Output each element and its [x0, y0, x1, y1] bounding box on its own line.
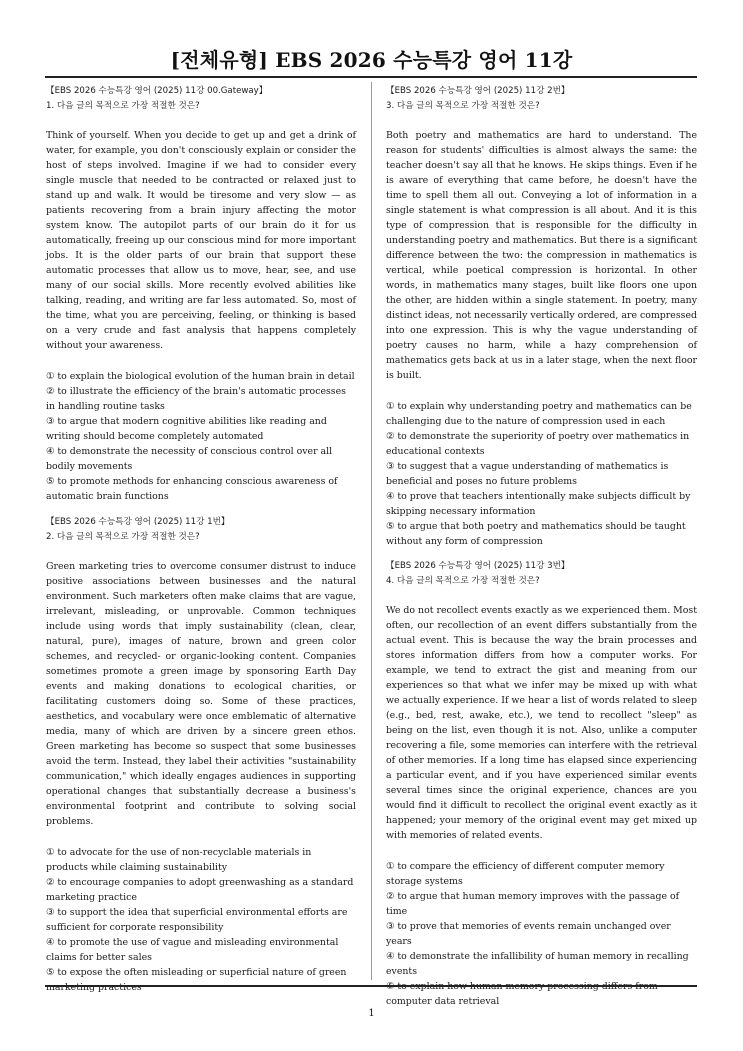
answer-option[interactable]: ⑤ to argue that both poetry and mathematics should be taught without any form of compression	[386, 521, 686, 547]
answer-option[interactable]: ③ to prove that memories of events remain unchanged over years	[386, 921, 671, 947]
question-4	[386, 559, 697, 1009]
page-number: 1	[368, 1008, 375, 1019]
answer-option[interactable]: ② to demonstrate the superiority of poetry over mathematics in educational contexts	[386, 431, 690, 457]
answer-option[interactable]: ④ to promote the use of vague and misleading environmental claims for better sales	[46, 937, 339, 963]
answer-option[interactable]: ① to explain the biological evolution of the human brain in detail	[46, 371, 355, 382]
question-2	[46, 515, 356, 995]
question-source: 【EBS 2026 수능특강 영어 (2025) 11강 3번】	[386, 561, 570, 571]
answer-option[interactable]: ③ to suggest that a vague understanding of mathematics is beneficial and poses no future problems	[386, 461, 669, 487]
question-passage: Green marketing tries to overcome consumer distrust to induce positive associations between businesses and the natural environment. Such marketers often make claims that are vague, irrelevant, misleading, or unprovable. Common techniques include using words that imply sustainability (clean, clear, natural, pure), images of nature, brown and green color schemes, and recycled- or organic-looking content. Companies sometimes promote a green image by sponsoring Earth Day events and making donations to ecological charities, or facilitating customers doing so. Some of these practices, aesthetics, and vocabulary were once emblematic of alternative media, many of which are driven by a sincere green ethos. Green marketing has become so suspect that some businesses avoid the term. Instead, they label their activities "sustainability communication," which ideally engages audiences in supporting operational changes that substantially decrease a business's environmental footprint and contribute to solving social problems.	[46, 561, 356, 827]
answer-option[interactable]: ⑤ to promote methods for enhancing conscious awareness of automatic brain functions	[46, 476, 338, 502]
question-source: 【EBS 2026 수능특강 영어 (2025) 11강 00.Gateway】	[46, 86, 268, 96]
question-3	[386, 84, 697, 549]
answer-option[interactable]: ④ to prove that teachers intentionally make subjects difficult by skipping necessary information	[386, 491, 691, 517]
answer-option[interactable]: ④ to demonstrate the infallibility of human memory in recalling events	[386, 951, 689, 977]
answer-option[interactable]: ② to illustrate the efficiency of the brain's automatic processes in handling routine tasks	[46, 386, 346, 412]
question-source: 【EBS 2026 수능특강 영어 (2025) 11강 1번】	[46, 517, 230, 527]
answer-option[interactable]: ④ to demonstrate the necessity of conscious control over all bodily movements	[46, 446, 333, 472]
answer-option[interactable]: ② to argue that human memory improves with the passage of time	[386, 891, 680, 917]
answer-option[interactable]: ③ to argue that modern cognitive abilities like reading and writing should become completely automated	[46, 416, 327, 442]
question-1	[46, 84, 356, 504]
question-passage: Think of yourself. When you decide to get up and get a drink of water, for example, you don't consciously explain or consider the host of steps involved. Imagine if we had to consider every single muscle that needed to be contracted or relaxed just to stand up and walk. It would be tiresome and very slow — as patients recovering from a brain injury affecting the motor system know. The autopilot parts of our brain do it for us automatically, freeing up our conscious mind for more important jobs. It is the older parts of our brain that support these automatic processes that allow us to move, hear, see, and use many of our social skills. More recently evolved abilities like talking, reading, and writing are far less automated. So, most of the time, what you are perceiving, feeling, or thinking is based on a very crude and fast analysis that happens completely without your awareness.	[46, 130, 356, 351]
question-source: 【EBS 2026 수능특강 영어 (2025) 11강 2번】	[386, 86, 570, 96]
question-prompt: 4. 다음 글의 목적으로 가장 적절한 것은?	[386, 575, 540, 586]
question-prompt: 1. 다음 글의 목적으로 가장 적절한 것은?	[46, 100, 200, 111]
bottom-rule	[45, 985, 697, 987]
answer-option[interactable]: ② to encourage companies to adopt greenwashing as a standard marketing practice	[46, 877, 354, 903]
answer-option[interactable]: ⑤ to explain how human memory processing differs from computer data retrieval	[386, 981, 658, 1007]
page-title: [전체유형] EBS 2026 수능특강 영어 11강	[170, 48, 573, 72]
question-prompt: 3. 다음 글의 목적으로 가장 적절한 것은?	[386, 100, 540, 111]
answer-option[interactable]: ① to advocate for the use of non-recyclable materials in products while claiming sustainability	[46, 847, 312, 873]
answer-option[interactable]: ③ to support the idea that superficial environmental efforts are sufficient for corporate responsibility	[46, 907, 348, 933]
answer-option[interactable]: ① to explain why understanding poetry and mathematics can be challenging due to the nature of compression used in each	[386, 401, 692, 427]
top-rule	[45, 76, 697, 78]
question-prompt: 2. 다음 글의 목적으로 가장 적절한 것은?	[46, 531, 200, 542]
column-divider	[371, 82, 372, 980]
answer-option[interactable]: ⑤ to expose the often misleading or superficial nature of green marketing practices	[46, 967, 347, 993]
question-passage: Both poetry and mathematics are hard to understand. The reason for students' difficulties is almost always the same: the teacher doesn't say all that he knows. He skips things. Even if he is aware of everything that came before, he doesn't have the time to spell them all out. Conveying a lot of information in a single statement is what compression is all about. And it is this type of compression that is responsible for the difficulty in understanding poetry and mathematics. But there is a significant difference between the two: the compression in mathematics is vertical, while poetical compression is horizontal. In other words, in mathematics many stages, built like floors one upon the other, are hidden within a single statement. In poetry, many distinct ideas, not necessarily vertically ordered, are compressed into one expression. This is why the vague understanding of poetry causes no harm, while a hazy comprehension of mathematics gets back at us in a later stage, when the next floor is built.	[386, 130, 697, 381]
answer-option[interactable]: ① to compare the efficiency of different computer memory storage systems	[386, 861, 665, 887]
question-passage: We do not recollect events exactly as we experienced them. Most often, our recollection of an event differs substantially from the actual event. This is because the way the brain processes and stores information differs from how a computer works. For example, we tend to extract the gist and meaning from our experiences so that what we infer may be mixed up with what we actually experience. If we hear a list of words related to sleep (e.g., bed, rest, awake, etc.), we tend to recollect "sleep" as being on the list, even though it is not. Also, unlike a computer recovering a file, some memories can interfere with the retrieval of other memories. If a long time has elapsed since experiencing a particular event, and if you have experienced similar events several times since the original experience, chances are you would find it difficult to recollect the original event exactly as it happened; your memory of the original event may get mixed up with memories of related events.	[386, 605, 697, 841]
